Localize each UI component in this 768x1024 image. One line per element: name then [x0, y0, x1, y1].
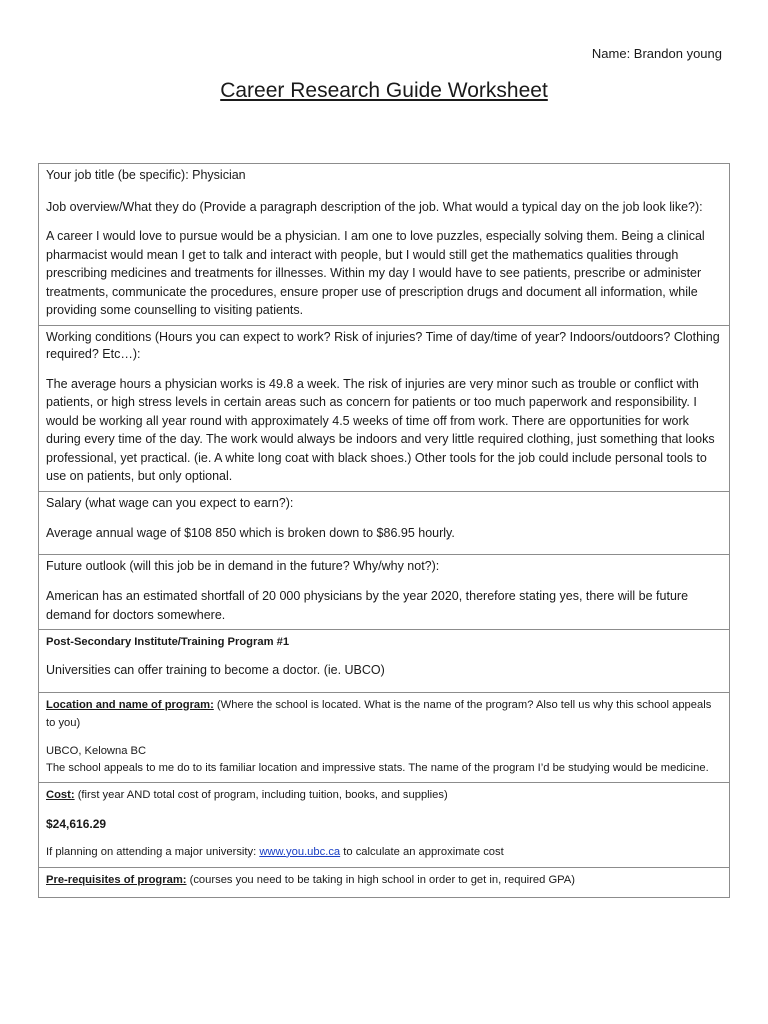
cost-note [46, 844, 722, 860]
job-overview-question: Job overview/What they do (Provide a paragraph description of the job. What would a typical day on the job look like?): [46, 200, 703, 214]
prereq-label: Pre-requisites of program: [46, 873, 187, 886]
cost-cell [39, 782, 730, 867]
student-name: Name: Brandon young [591, 46, 722, 61]
location-question: (Where the school is located. What is the name of the program? Also tell us why this school appeals to you) [46, 698, 712, 729]
salary-question: Salary (what wage can you expect to earn?): [46, 495, 294, 510]
table-row-salary [39, 491, 730, 555]
cost-question: (first year AND total cost of program, including tuition, books, and supplies) [74, 788, 448, 801]
table-row-job [39, 164, 730, 326]
outlook-answer: American has an estimated shortfall of 20 000 physicians by the year 2020, therefore stating yes, there will be future demand for doctors somewhere. [46, 589, 689, 622]
location-answer-line2: The school appeals to me do to its familiar location and impressive stats. The name of the program I’d be studying would be medicine. [46, 761, 709, 774]
location-cell [39, 692, 730, 782]
table-row-location [39, 692, 730, 782]
prereq-question-line [46, 871, 722, 889]
table-row-outlook [39, 555, 730, 630]
outlook-question: Future outlook (will this job be in demand in the future? Why/why not?): [46, 559, 440, 573]
table-row-prereq [39, 867, 730, 897]
cost-note-after: to calculate an approximate cost [340, 845, 504, 858]
cost-note-before: If planning on attending a major university: [46, 845, 260, 858]
outlook-cell [39, 555, 730, 630]
program-heading: Post-Secondary Institute/Training Program #1 [46, 636, 290, 648]
location-answer-line1: UBCO, Kelowna BC [46, 744, 147, 757]
prereq-question: (courses you need to be taking in high school in order to get in, required GPA) [186, 873, 575, 886]
conditions-question: Working conditions (Hours you can expect to work? Risk of injuries? Time of day/time of year? Indoors/outdoors? Clothing required? Etc…): [46, 329, 720, 361]
prereq-cell [39, 867, 730, 897]
program-cell [39, 630, 730, 693]
table-row-program [39, 630, 730, 693]
cost-value: $24,616.29 [46, 816, 107, 831]
conditions-cell [39, 325, 730, 491]
table-row-cost [39, 782, 730, 867]
ubc-link[interactable]: www.you.ubc.ca [259, 845, 341, 858]
cost-label: Cost: [46, 788, 75, 801]
salary-answer: Average annual wage of $108 850 which is broken down to $86.95 hourly. [46, 525, 455, 540]
cost-question-line [46, 786, 722, 804]
table-row-conditions [39, 325, 730, 491]
page-title: Career Research Guide Worksheet [220, 79, 548, 102]
conditions-answer: The average hours a physician works is 49.8 a week. The risk of injuries are very minor such as trouble or conflict with patients, or high stress levels in certain areas such as concern for patients or too much paperwork and responsibility. I would be working all year round with approximately 4.5 weeks of time off from work. There are opportunities for work during every time of the day. The work would always be indoors and very little required clothing, just something that looks professional, yet practical. (ie. A white long coat with black shoes.) Other tools for the job could include personal tools to use on patients, but only optional. [46, 376, 715, 483]
job-overview-answer: A career I would love to pursue would be a physician. I am one to love puzzles, especially solving them. Being a clinical pharmacist would mean I get to talk and interact with people, but I would still get the mathematics qualities through prescribing medicines and treatments for illnesses. Within my day I would have to see patients, prescribe or administer treatments, communicate the procedures, ensure proper use of prescription drugs and document all information, while providing some counselling to visiting patients. [46, 229, 705, 317]
job-title-line: Your job title (be specific): Physician [46, 168, 246, 182]
location-question-line [46, 696, 722, 732]
location-label: Location and name of program: [46, 698, 214, 711]
salary-cell [39, 491, 730, 555]
program-answer: Universities can offer training to become a doctor. (ie. UBCO) [46, 663, 385, 677]
worksheet-table [38, 163, 730, 898]
job-cell [39, 164, 730, 326]
